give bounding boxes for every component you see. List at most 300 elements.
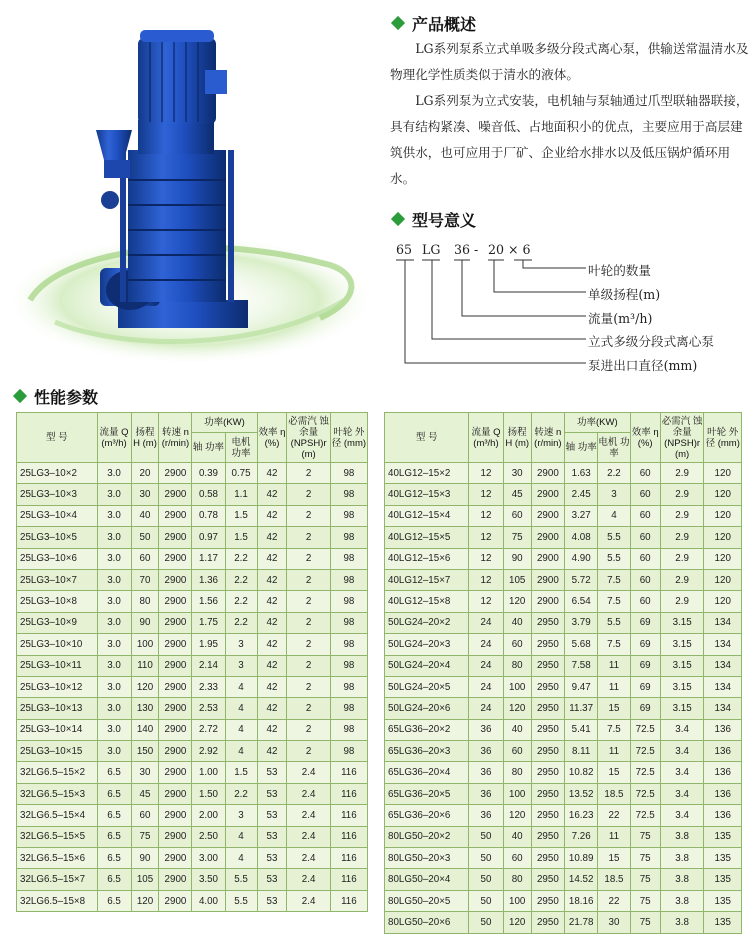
- header-head: 扬程 H (m): [131, 413, 159, 463]
- cell-shaft-power: 13.52: [565, 783, 598, 804]
- cell-flow: 12: [469, 527, 503, 548]
- cell-head: 50: [131, 527, 159, 548]
- cell-efficiency: 42: [257, 741, 287, 762]
- cell-shaft-power: 1.56: [192, 591, 225, 612]
- cell-impeller-diameter: 116: [330, 869, 367, 890]
- table-row: [385, 527, 742, 548]
- cell-flow: 6.5: [97, 869, 131, 890]
- cell-model: 40LG12–15×3: [385, 484, 469, 505]
- cell-efficiency: 60: [630, 527, 660, 548]
- cell-model: 25LG3–10×9: [17, 612, 98, 633]
- cell-flow: 12: [469, 484, 503, 505]
- cell-speed: 2900: [159, 890, 192, 911]
- cell-npsh: 2: [287, 569, 330, 590]
- cell-impeller-diameter: 136: [704, 741, 742, 762]
- cell-motor-power: 7.5: [598, 634, 630, 655]
- cell-shaft-power: 16.23: [565, 805, 598, 826]
- cell-impeller-diameter: 98: [330, 527, 367, 548]
- cell-head: 105: [503, 569, 531, 590]
- cell-head: 20: [131, 463, 159, 484]
- table-row: [385, 484, 742, 505]
- table-row: [17, 463, 368, 484]
- cell-model: 80LG50–20×4: [385, 869, 469, 890]
- cell-npsh: 2.4: [287, 869, 330, 890]
- cell-head: 105: [131, 869, 159, 890]
- header-motor-power: 电机 功率: [225, 433, 257, 463]
- cell-model: 32LG6.5–15×8: [17, 890, 98, 911]
- diamond-bullet-icon: [391, 16, 405, 30]
- cell-speed: 2900: [159, 591, 192, 612]
- cell-flow: 3.0: [97, 569, 131, 590]
- table-row: [385, 591, 742, 612]
- cell-speed: 2900: [159, 655, 192, 676]
- cell-efficiency: 42: [257, 527, 287, 548]
- cell-efficiency: 42: [257, 676, 287, 697]
- cell-impeller-diameter: 98: [330, 698, 367, 719]
- cell-npsh: 3.4: [660, 741, 704, 762]
- cell-impeller-diameter: 98: [330, 676, 367, 697]
- cell-speed: 2900: [531, 484, 564, 505]
- cell-efficiency: 42: [257, 569, 287, 590]
- cell-impeller-diameter: 98: [330, 569, 367, 590]
- cell-motor-power: 15: [598, 762, 630, 783]
- cell-speed: 2900: [159, 741, 192, 762]
- cell-flow: 3.0: [97, 527, 131, 548]
- cell-head: 100: [131, 634, 159, 655]
- table-row: [385, 826, 742, 847]
- cell-efficiency: 75: [630, 912, 660, 933]
- cell-impeller-diameter: 134: [704, 634, 742, 655]
- table-row: [17, 569, 368, 590]
- cell-shaft-power: 2.92: [192, 741, 225, 762]
- cell-speed: 2950: [531, 612, 564, 633]
- cell-flow: 24: [469, 698, 503, 719]
- cell-impeller-diameter: 120: [704, 569, 742, 590]
- table-row: [385, 848, 742, 869]
- table-row: [17, 591, 368, 612]
- cell-flow: 3.0: [97, 591, 131, 612]
- header-head: 扬程 H (m): [503, 413, 531, 463]
- cell-impeller-diameter: 134: [704, 655, 742, 676]
- cell-efficiency: 53: [257, 762, 287, 783]
- cell-impeller-diameter: 136: [704, 762, 742, 783]
- cell-model: 40LG12–15×2: [385, 463, 469, 484]
- cell-npsh: 2.9: [660, 505, 704, 526]
- model-meaning-title: 型号意义: [412, 210, 477, 230]
- code-stages: × 6: [508, 242, 531, 257]
- table-row: [17, 505, 368, 526]
- cell-efficiency: 60: [630, 484, 660, 505]
- cell-npsh: 3.8: [660, 826, 704, 847]
- cell-impeller-diameter: 98: [330, 463, 367, 484]
- cell-efficiency: 53: [257, 826, 287, 847]
- cell-impeller-diameter: 98: [330, 484, 367, 505]
- pump-illustration: [0, 0, 385, 385]
- cell-shaft-power: 7.26: [565, 826, 598, 847]
- header-efficiency: 效率 η (%): [630, 413, 660, 463]
- cell-flow: 3.0: [97, 548, 131, 569]
- cell-shaft-power: 6.54: [565, 591, 598, 612]
- cell-model: 32LG6.5–15×7: [17, 869, 98, 890]
- cell-npsh: 2: [287, 463, 330, 484]
- table-row: [385, 676, 742, 697]
- cell-shaft-power: 1.50: [192, 783, 225, 804]
- header-model: 型 号: [17, 413, 98, 463]
- cell-model: 25LG3–10×7: [17, 569, 98, 590]
- cell-model: 40LG12–15×4: [385, 505, 469, 526]
- cell-shaft-power: 1.17: [192, 548, 225, 569]
- cell-efficiency: 72.5: [630, 783, 660, 804]
- cell-model: 32LG6.5–15×2: [17, 762, 98, 783]
- cell-head: 90: [131, 612, 159, 633]
- code-head: 20: [488, 242, 505, 257]
- cell-npsh: 3.15: [660, 634, 704, 655]
- cell-speed: 2900: [159, 463, 192, 484]
- cell-motor-power: 11: [598, 741, 630, 762]
- cell-model: 65LG36–20×3: [385, 741, 469, 762]
- cell-head: 30: [131, 484, 159, 505]
- cell-motor-power: 11: [598, 676, 630, 697]
- cell-head: 100: [503, 890, 531, 911]
- cell-npsh: 3.4: [660, 783, 704, 804]
- table-row: [385, 569, 742, 590]
- cell-impeller-diameter: 134: [704, 676, 742, 697]
- cell-head: 40: [503, 719, 531, 740]
- cell-motor-power: 30: [598, 912, 630, 933]
- cell-head: 60: [503, 505, 531, 526]
- callout-single-stage-head: 单级扬程(m): [588, 287, 661, 302]
- header-npsh: 必需汽 蚀余量 (NPSH)r (m): [287, 413, 330, 463]
- cell-flow: 3.0: [97, 634, 131, 655]
- cell-efficiency: 69: [630, 612, 660, 633]
- cell-head: 40: [131, 505, 159, 526]
- cell-npsh: 3.4: [660, 719, 704, 740]
- cell-model: 25LG3–10×4: [17, 505, 98, 526]
- cell-shaft-power: 2.33: [192, 676, 225, 697]
- cell-shaft-power: 3.79: [565, 612, 598, 633]
- header-efficiency: 效率 η (%): [257, 413, 287, 463]
- cell-npsh: 3.8: [660, 869, 704, 890]
- header-motor-power: 电机 功率: [598, 433, 630, 463]
- table-row: [17, 826, 368, 847]
- cell-motor-power: 2.2: [225, 569, 257, 590]
- cell-speed: 2950: [531, 869, 564, 890]
- cell-motor-power: 7.5: [598, 569, 630, 590]
- header-speed: 转速 n (r/min): [531, 413, 564, 463]
- cell-npsh: 2: [287, 591, 330, 612]
- cell-impeller-diameter: 136: [704, 805, 742, 826]
- cell-head: 100: [503, 676, 531, 697]
- table-row: [17, 805, 368, 826]
- cell-flow: 50: [469, 848, 503, 869]
- cell-speed: 2900: [531, 463, 564, 484]
- cell-npsh: 2.4: [287, 805, 330, 826]
- cell-npsh: 2.9: [660, 463, 704, 484]
- cell-npsh: 2: [287, 548, 330, 569]
- cell-impeller-diameter: 116: [330, 805, 367, 826]
- cell-impeller-diameter: 116: [330, 848, 367, 869]
- cell-motor-power: 7.5: [598, 719, 630, 740]
- cell-efficiency: 42: [257, 719, 287, 740]
- cell-shaft-power: 0.78: [192, 505, 225, 526]
- cell-motor-power: 3: [225, 805, 257, 826]
- cell-speed: 2950: [531, 655, 564, 676]
- cell-head: 75: [503, 527, 531, 548]
- cell-motor-power: 1.5: [225, 527, 257, 548]
- cell-efficiency: 72.5: [630, 741, 660, 762]
- cell-motor-power: 4: [225, 848, 257, 869]
- cell-model: 25LG3–10×5: [17, 527, 98, 548]
- cell-shaft-power: 14.52: [565, 869, 598, 890]
- cell-motor-power: 5.5: [225, 869, 257, 890]
- cell-head: 60: [131, 805, 159, 826]
- table-row: [17, 484, 368, 505]
- cell-model: 80LG50–20×5: [385, 890, 469, 911]
- performance-table-right: [384, 412, 742, 934]
- cell-shaft-power: 5.68: [565, 634, 598, 655]
- cell-npsh: 2: [287, 612, 330, 633]
- cell-head: 90: [131, 848, 159, 869]
- cell-head: 120: [503, 912, 531, 933]
- cell-model: 50LG24–20×2: [385, 612, 469, 633]
- cell-impeller-diameter: 98: [330, 741, 367, 762]
- cell-efficiency: 75: [630, 848, 660, 869]
- cell-head: 80: [131, 591, 159, 612]
- cell-impeller-diameter: 116: [330, 783, 367, 804]
- cell-impeller-diameter: 135: [704, 890, 742, 911]
- cell-model: 25LG3–10×8: [17, 591, 98, 612]
- cell-flow: 12: [469, 463, 503, 484]
- cell-motor-power: 4: [598, 505, 630, 526]
- table-row: [385, 869, 742, 890]
- cell-flow: 50: [469, 890, 503, 911]
- table-row: [17, 741, 368, 762]
- cell-motor-power: 1.5: [225, 505, 257, 526]
- cell-head: 45: [503, 484, 531, 505]
- cell-shaft-power: 8.11: [565, 741, 598, 762]
- cell-flow: 50: [469, 869, 503, 890]
- cell-shaft-power: 2.72: [192, 719, 225, 740]
- cell-head: 120: [503, 591, 531, 612]
- cell-npsh: 2: [287, 527, 330, 548]
- cell-npsh: 3.15: [660, 612, 704, 633]
- cell-efficiency: 75: [630, 826, 660, 847]
- cell-flow: 50: [469, 826, 503, 847]
- cell-flow: 3.0: [97, 741, 131, 762]
- cell-efficiency: 42: [257, 463, 287, 484]
- table-row: [385, 698, 742, 719]
- callout-flow: 流量(m³/h): [588, 311, 653, 326]
- cell-shaft-power: 2.50: [192, 826, 225, 847]
- cell-npsh: 3.8: [660, 912, 704, 933]
- cell-speed: 2900: [159, 634, 192, 655]
- table-row: [385, 741, 742, 762]
- cell-flow: 6.5: [97, 848, 131, 869]
- product-overview-title: 产品概述: [412, 14, 477, 34]
- cell-model: 65LG36–20×5: [385, 783, 469, 804]
- cell-model: 32LG6.5–15×5: [17, 826, 98, 847]
- cell-impeller-diameter: 134: [704, 698, 742, 719]
- header-npsh: 必需汽 蚀余量 (NPSH)r (m): [660, 413, 704, 463]
- cell-efficiency: 53: [257, 848, 287, 869]
- cell-npsh: 2.9: [660, 548, 704, 569]
- table-row: [17, 676, 368, 697]
- cell-impeller-diameter: 116: [330, 762, 367, 783]
- cell-speed: 2950: [531, 676, 564, 697]
- cell-head: 40: [503, 612, 531, 633]
- cell-flow: 6.5: [97, 826, 131, 847]
- cell-efficiency: 53: [257, 805, 287, 826]
- table-row: [385, 719, 742, 740]
- cell-motor-power: 4: [225, 698, 257, 719]
- cell-model: 65LG36–20×6: [385, 805, 469, 826]
- cell-motor-power: 0.75: [225, 463, 257, 484]
- cell-motor-power: 15: [598, 848, 630, 869]
- cell-flow: 12: [469, 505, 503, 526]
- cell-motor-power: 4: [225, 826, 257, 847]
- cell-shaft-power: 3.27: [565, 505, 598, 526]
- cell-model: 50LG24–20×4: [385, 655, 469, 676]
- cell-motor-power: 5.5: [598, 548, 630, 569]
- cell-speed: 2950: [531, 719, 564, 740]
- cell-model: 25LG3–10×10: [17, 634, 98, 655]
- header-shaft-power: 轴 功率: [192, 433, 225, 463]
- cell-shaft-power: 4.00: [192, 890, 225, 911]
- cell-speed: 2900: [159, 676, 192, 697]
- cell-flow: 12: [469, 548, 503, 569]
- cell-impeller-diameter: 98: [330, 505, 367, 526]
- cell-npsh: 3.4: [660, 762, 704, 783]
- table-row: [17, 612, 368, 633]
- cell-head: 120: [503, 698, 531, 719]
- overview-paragraph-2: LG系列泵为立式安装，电机轴与泵轴通过爪型联轴器联接，具有结构紧凑、噪音低、占地面积小的优点，主要应用于高层建筑供水，也可应用于厂矿、企业给水排水以及低压锅炉循环用水。: [390, 93, 749, 186]
- performance-table-left: [16, 412, 368, 912]
- cell-npsh: 2: [287, 698, 330, 719]
- cell-shaft-power: 4.08: [565, 527, 598, 548]
- cell-shaft-power: 1.95: [192, 634, 225, 655]
- cell-npsh: 2: [287, 484, 330, 505]
- cell-efficiency: 72.5: [630, 719, 660, 740]
- cell-model: 50LG24–20×3: [385, 634, 469, 655]
- cell-efficiency: 42: [257, 505, 287, 526]
- header-shaft-power: 轴 功率: [565, 433, 598, 463]
- cell-shaft-power: 5.72: [565, 569, 598, 590]
- performance-title: 性能参数: [34, 387, 99, 407]
- cell-motor-power: 4: [225, 719, 257, 740]
- cell-flow: 24: [469, 676, 503, 697]
- cell-speed: 2900: [159, 805, 192, 826]
- cell-speed: 2900: [159, 762, 192, 783]
- cell-speed: 2950: [531, 741, 564, 762]
- cell-npsh: 2: [287, 634, 330, 655]
- cell-impeller-diameter: 116: [330, 890, 367, 911]
- cell-model: 40LG12–15×5: [385, 527, 469, 548]
- cell-npsh: 2.4: [287, 890, 330, 911]
- cell-shaft-power: 7.58: [565, 655, 598, 676]
- table-row: [17, 890, 368, 911]
- cell-shaft-power: 10.89: [565, 848, 598, 869]
- cell-motor-power: 2.2: [225, 783, 257, 804]
- cell-motor-power: 3: [225, 655, 257, 676]
- header-model: 型 号: [385, 413, 469, 463]
- cell-head: 130: [131, 698, 159, 719]
- cell-head: 80: [503, 762, 531, 783]
- cell-efficiency: 60: [630, 569, 660, 590]
- cell-model: 25LG3–10×14: [17, 719, 98, 740]
- cell-efficiency: 53: [257, 890, 287, 911]
- header-power: 功率(KW): [565, 413, 631, 433]
- table-row: [385, 805, 742, 826]
- cell-efficiency: 53: [257, 783, 287, 804]
- cell-model: 25LG3–10×2: [17, 463, 98, 484]
- cell-model: 32LG6.5–15×6: [17, 848, 98, 869]
- table-row: [385, 548, 742, 569]
- cell-head: 110: [131, 655, 159, 676]
- cell-efficiency: 42: [257, 698, 287, 719]
- cell-npsh: 2: [287, 719, 330, 740]
- cell-flow: 12: [469, 591, 503, 612]
- cell-motor-power: 18.5: [598, 869, 630, 890]
- table-row: [385, 505, 742, 526]
- cell-efficiency: 42: [257, 484, 287, 505]
- cell-shaft-power: 1.00: [192, 762, 225, 783]
- header-speed: 转速 n (r/min): [159, 413, 192, 463]
- cell-npsh: 3.8: [660, 848, 704, 869]
- cell-speed: 2900: [159, 527, 192, 548]
- cell-shaft-power: 0.97: [192, 527, 225, 548]
- cell-speed: 2900: [531, 527, 564, 548]
- cell-head: 90: [503, 548, 531, 569]
- cell-model: 32LG6.5–15×3: [17, 783, 98, 804]
- cell-head: 75: [131, 826, 159, 847]
- cell-flow: 24: [469, 655, 503, 676]
- cell-speed: 2950: [531, 848, 564, 869]
- table-row: [385, 612, 742, 633]
- cell-shaft-power: 0.39: [192, 463, 225, 484]
- cell-npsh: 2: [287, 655, 330, 676]
- cell-speed: 2900: [531, 591, 564, 612]
- cell-npsh: 2.9: [660, 569, 704, 590]
- cell-shaft-power: 2.53: [192, 698, 225, 719]
- cell-npsh: 2.4: [287, 783, 330, 804]
- cell-speed: 2900: [159, 869, 192, 890]
- cell-model: 25LG3–10×6: [17, 548, 98, 569]
- cell-impeller-diameter: 135: [704, 869, 742, 890]
- cell-head: 120: [131, 676, 159, 697]
- cell-shaft-power: 3.50: [192, 869, 225, 890]
- cell-efficiency: 69: [630, 655, 660, 676]
- cell-efficiency: 69: [630, 634, 660, 655]
- table-row: [17, 527, 368, 548]
- cell-flow: 3.0: [97, 505, 131, 526]
- table-row: [17, 719, 368, 740]
- cell-impeller-diameter: 98: [330, 591, 367, 612]
- cell-speed: 2950: [531, 783, 564, 804]
- cell-shaft-power: 2.00: [192, 805, 225, 826]
- cell-npsh: 2: [287, 676, 330, 697]
- cell-speed: 2900: [159, 698, 192, 719]
- cell-model: 25LG3–10×12: [17, 676, 98, 697]
- table-row: [17, 783, 368, 804]
- cell-model: 25LG3–10×13: [17, 698, 98, 719]
- cell-npsh: 2.9: [660, 527, 704, 548]
- cell-impeller-diameter: 136: [704, 719, 742, 740]
- cell-speed: 2900: [159, 484, 192, 505]
- cell-flow: 3.0: [97, 698, 131, 719]
- overview-paragraph-1: LG系列泵系立式单吸多级分段式离心泵，供输送常温清水及物理化学性质类似于清水的液体。: [390, 41, 749, 82]
- cell-motor-power: 3: [598, 484, 630, 505]
- cell-efficiency: 42: [257, 655, 287, 676]
